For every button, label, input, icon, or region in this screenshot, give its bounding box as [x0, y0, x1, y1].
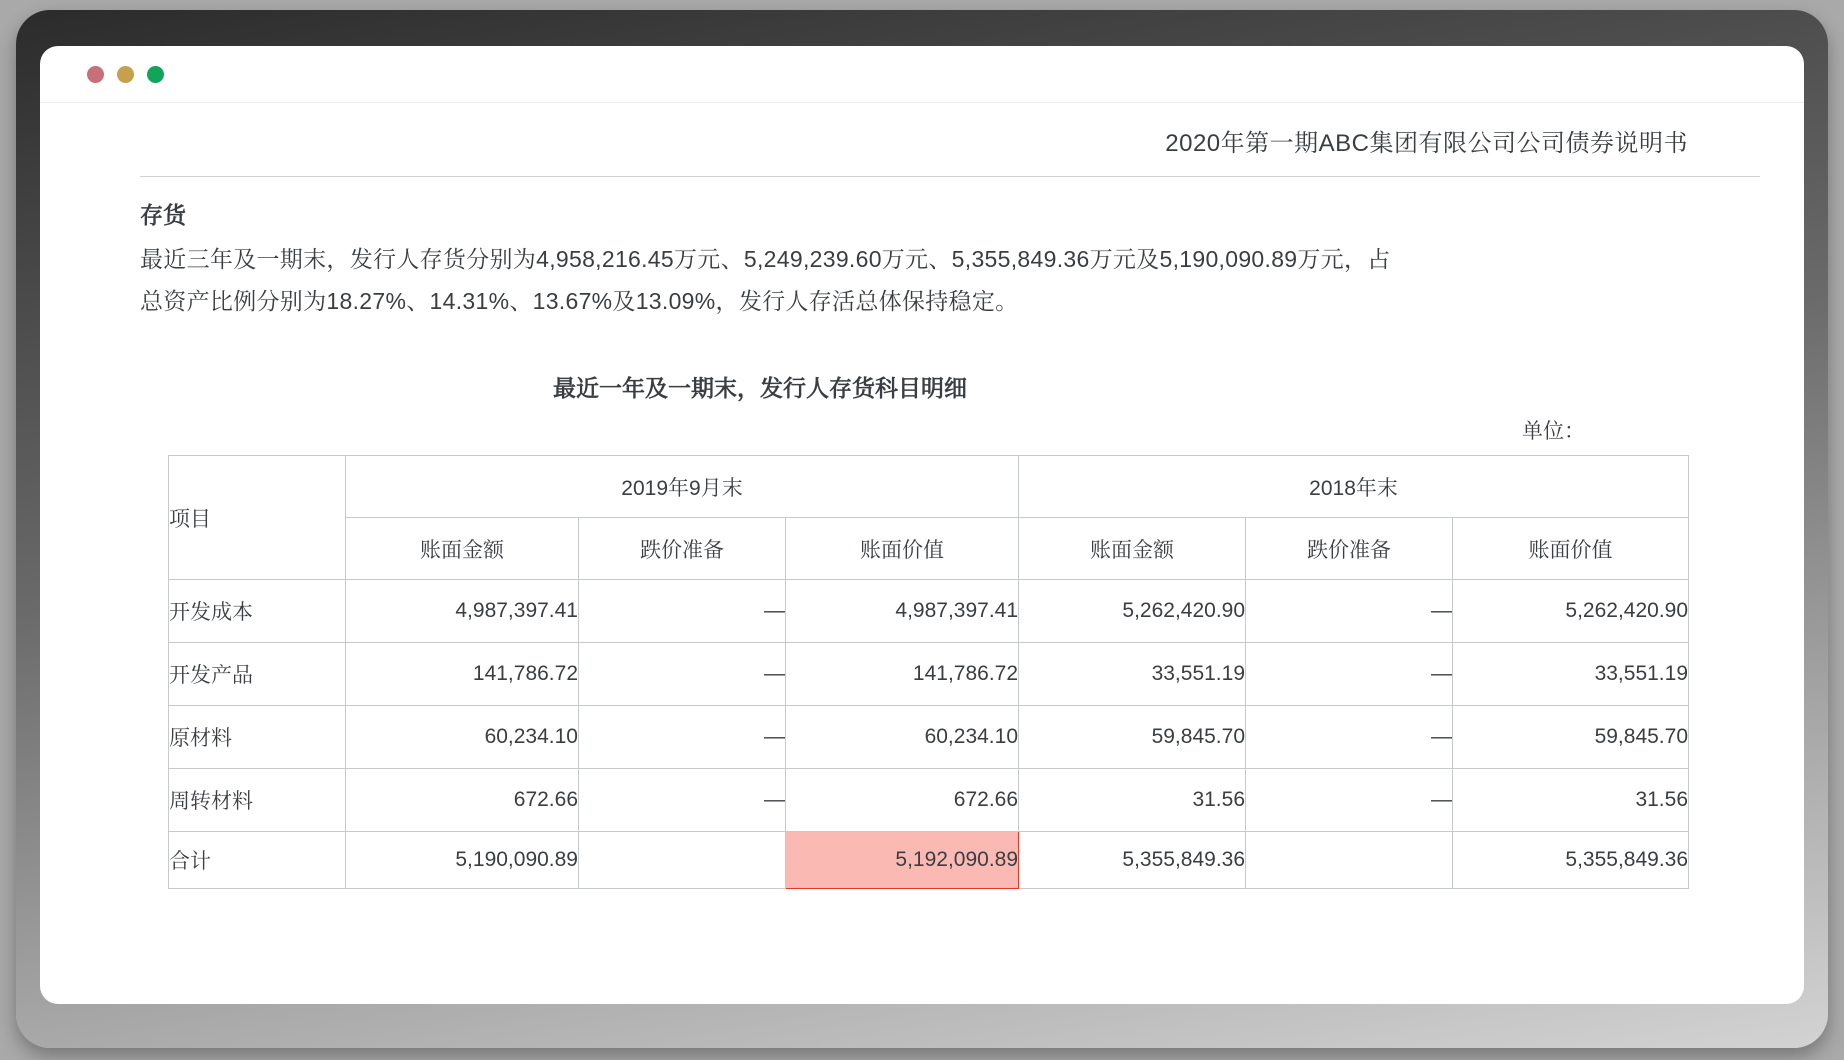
row-label: 周转材料 [169, 769, 346, 832]
value-cell: — [1246, 643, 1453, 706]
sub-header-row [169, 518, 1689, 580]
body-paragraph [140, 238, 1760, 322]
subcol-header-book-value-2019: 账面价值 [786, 518, 1019, 580]
col-header-2019: 2019年9月末 [346, 456, 1019, 518]
value-cell: — [1246, 580, 1453, 643]
paragraph-line-2: 总资产比例分别为18.27%、14.31%、13.67%及13.09%，发行人存活总体保持稳定。 [140, 288, 1019, 314]
app-window [40, 46, 1804, 1004]
table-row [169, 769, 1689, 832]
value-cell: 33,551.19 [1453, 643, 1689, 706]
value-cell: 59,845.70 [1453, 706, 1689, 769]
subcol-header-book-amount-2018: 账面金额 [1019, 518, 1246, 580]
table-header [169, 456, 1689, 580]
value-cell: — [579, 769, 786, 832]
section-heading: 存货 [140, 202, 186, 228]
header-divider [140, 176, 1760, 177]
col-header-2018: 2018年末 [1019, 456, 1689, 518]
col-header-item: 项目 [169, 456, 346, 580]
close-button[interactable] [87, 66, 104, 83]
row-label: 开发成本 [169, 580, 346, 643]
value-cell: 141,786.72 [786, 643, 1019, 706]
document-page [40, 123, 1804, 889]
row-label: 合计 [169, 832, 346, 889]
value-cell: 31.56 [1453, 769, 1689, 832]
value-cell: 5,262,420.90 [1453, 580, 1689, 643]
table-row [169, 706, 1689, 769]
subcol-header-provision-2018: 跌价准备 [1246, 518, 1453, 580]
value-cell: 5,355,849.36 [1019, 832, 1246, 889]
value-cell [1246, 832, 1453, 889]
row-label: 开发产品 [169, 643, 346, 706]
paragraph-line-1: 最近三年及一期末，发行人存货分别为4,958,216.45万元、5,249,239.60万元、5,355,849.36万元及5,190,090.89万元，占 [140, 246, 1391, 272]
value-cell: 60,234.10 [786, 706, 1019, 769]
document-header-title: 2020年第一期ABC集团有限公司公司债券说明书 [1165, 130, 1688, 157]
inventory-table-body [169, 580, 1689, 889]
inventory-table [168, 455, 1689, 889]
value-cell: 141,786.72 [346, 643, 579, 706]
table-row [169, 580, 1689, 643]
minimize-button[interactable] [117, 66, 134, 83]
value-cell: — [1246, 769, 1453, 832]
value-cell [579, 832, 786, 889]
highlighted-value-cell[interactable]: 5,192,090.89 [786, 832, 1019, 889]
value-cell: — [579, 643, 786, 706]
table-row [169, 643, 1689, 706]
table-caption: 最近一年及一期末，发行人存货科目明细 [553, 375, 967, 401]
value-cell: 5,355,849.36 [1453, 832, 1689, 889]
value-cell: 5,190,090.89 [346, 832, 579, 889]
table-row [169, 832, 1689, 889]
value-cell: — [1246, 706, 1453, 769]
value-cell: 4,987,397.41 [346, 580, 579, 643]
zoom-button[interactable] [147, 66, 164, 83]
value-cell: — [579, 580, 786, 643]
titlebar [40, 46, 1804, 103]
period-header-row [169, 456, 1689, 518]
value-cell: 5,262,420.90 [1019, 580, 1246, 643]
value-cell: 59,845.70 [1019, 706, 1246, 769]
value-cell: 60,234.10 [346, 706, 579, 769]
value-cell: 31.56 [1019, 769, 1246, 832]
value-cell: 672.66 [786, 769, 1019, 832]
value-cell: 672.66 [346, 769, 579, 832]
row-label: 原材料 [169, 706, 346, 769]
subcol-header-provision-2019: 跌价准备 [579, 518, 786, 580]
value-cell: — [579, 706, 786, 769]
value-cell: 33,551.19 [1019, 643, 1246, 706]
window-frame [16, 10, 1828, 1048]
unit-label: 单位： [1522, 420, 1585, 443]
subcol-header-book-value-2018: 账面价值 [1453, 518, 1689, 580]
value-cell: 4,987,397.41 [786, 580, 1019, 643]
subcol-header-book-amount-2019: 账面金额 [346, 518, 579, 580]
